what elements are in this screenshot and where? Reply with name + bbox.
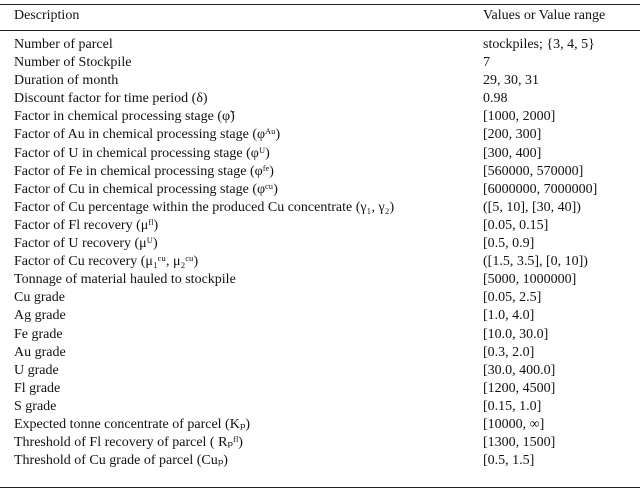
table-row <box>0 271 640 289</box>
row-description: Number of Stockpile <box>14 55 132 71</box>
row-description: Duration of month <box>14 73 119 89</box>
row-value: [10000, ∞] <box>483 416 545 432</box>
row-value: [1000, 2000] <box>483 109 556 125</box>
row-value: stockpiles; {3, 4, 5} <box>483 37 595 52</box>
row-value: [300, 400] <box>483 145 542 161</box>
table-row <box>0 398 640 416</box>
table-row <box>0 289 640 307</box>
header-values: Values or Value range <box>483 8 606 23</box>
table-row <box>0 235 640 253</box>
row-value: [6000000, 7000000] <box>483 181 598 197</box>
row-value: [5000, 1000000] <box>483 272 577 288</box>
header-description: Description <box>14 8 80 23</box>
table-row <box>0 72 640 90</box>
row-value: [0.5, 0.9] <box>483 236 535 252</box>
row-description: Expected tonne concentrate of parcel (Kₚ) <box>14 416 251 432</box>
table-row <box>0 434 640 452</box>
row-value: ([5, 10], [30, 40]) <box>483 199 581 215</box>
row-value: [0.15, 1.0] <box>483 398 542 414</box>
row-description: Fl grade <box>14 380 61 396</box>
row-value: 7 <box>483 55 490 71</box>
row-description: Factor of Fe in chemical processing stage (φᶠᵉ) <box>14 163 274 179</box>
table-row <box>0 126 640 144</box>
row-description: Ag grade <box>14 308 66 324</box>
row-value: ([1.5, 3.5], [0, 10]) <box>483 254 588 270</box>
row-description: Discount factor for time period (δ) <box>14 91 208 107</box>
table-row <box>0 307 640 325</box>
row-description: Number of parcel <box>14 37 113 52</box>
row-description: U grade <box>14 362 59 378</box>
row-value: [560000, 570000] <box>483 163 584 179</box>
table-row <box>0 181 640 199</box>
table-body <box>0 36 640 470</box>
row-description: Tonnage of material hauled to stockpile <box>14 272 236 288</box>
row-value: [0.05, 0.15] <box>483 217 549 233</box>
table-row <box>0 326 640 344</box>
row-value: [30.0, 400.0] <box>483 362 556 378</box>
bottom-rule <box>0 487 640 488</box>
row-description: S grade <box>14 398 57 414</box>
row-value: [1300, 1500] <box>483 435 556 451</box>
row-description: Au grade <box>14 344 66 360</box>
table-row <box>0 108 640 126</box>
row-value: [1.0, 4.0] <box>483 308 535 324</box>
row-value: [0.05, 2.5] <box>483 290 542 306</box>
row-description: Factor of Cu percentage within the produced Cu concentrate (γ₁, γ₂) <box>14 199 395 215</box>
table-row <box>0 452 640 470</box>
row-value: [0.5, 1.5] <box>483 453 535 469</box>
table-row <box>0 199 640 217</box>
table-row <box>0 217 640 235</box>
row-value: [0.3, 2.0] <box>483 344 535 360</box>
row-description: Factor of Cu recovery (μ₁ᶜᵘ, μ₂ᶜᵘ) <box>14 254 199 270</box>
row-value: 0.98 <box>483 91 508 107</box>
table-row <box>0 163 640 181</box>
row-value: [1200, 4500] <box>483 380 556 396</box>
row-description: Fe grade <box>14 326 63 342</box>
table-row <box>0 90 640 108</box>
row-description: Factor of Cu in chemical processing stage (φᶜᵘ) <box>14 181 278 197</box>
row-description: Threshold of Cu grade of parcel (Cuₚ) <box>14 453 228 469</box>
table-header <box>0 5 640 30</box>
table-row <box>0 145 640 163</box>
row-description: Factor in chemical processing stage (φ̃) <box>14 109 235 125</box>
row-description: Factor of U recovery (μᵁ) <box>14 236 158 252</box>
table-row <box>0 416 640 434</box>
table-row <box>0 253 640 271</box>
table-row <box>0 36 640 54</box>
table-row <box>0 380 640 398</box>
row-description: Factor of Au in chemical processing stage (φᴬᵘ) <box>14 127 281 143</box>
row-value: 29, 30, 31 <box>483 73 539 89</box>
table-row <box>0 344 640 362</box>
row-description: Threshold of Fl recovery of parcel ( Rₚᶠˡ) <box>14 435 243 451</box>
row-value: [10.0, 30.0] <box>483 326 549 342</box>
row-value: [200, 300] <box>483 127 542 143</box>
row-description: Cu grade <box>14 290 65 306</box>
table-row <box>0 54 640 72</box>
row-description: Factor of Fl recovery (μᶠˡ) <box>14 217 159 233</box>
header-rule <box>0 30 640 31</box>
row-description: Factor of U in chemical processing stage (φᵁ) <box>14 145 270 161</box>
table-row <box>0 362 640 380</box>
